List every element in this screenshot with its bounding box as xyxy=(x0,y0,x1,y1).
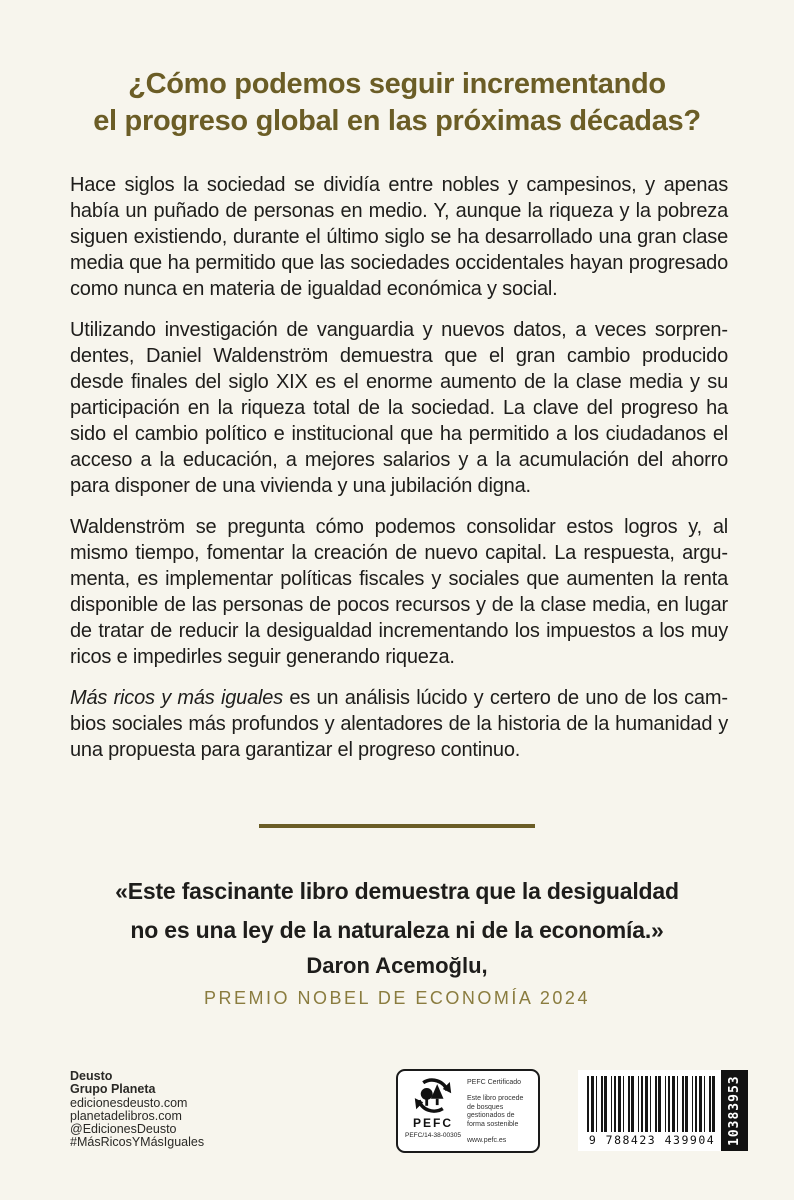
quote-author-award: PREMIO NOBEL DE ECONOMÍA 2024 xyxy=(204,988,590,1008)
publisher-imprint: Deusto xyxy=(70,1069,113,1083)
synopsis-paragraph-4-rest: es un análisis lúcido y certero de uno de los cambios sociales más profundos y alentadores de la historia de la humanidad y una propuesta para garantizar el progreso continuo. xyxy=(70,687,728,761)
headline-line-2: el progreso global en las próximas décadas? xyxy=(93,105,701,137)
pefc-logo-column xyxy=(403,1076,463,1147)
review-quote-line-1: «Este fascinante libro demuestra que la desigualdad xyxy=(115,878,679,904)
publisher-website-1: edicionesdeusto.com xyxy=(70,1095,188,1110)
barcode-ean-number: 9 788423 439904 xyxy=(588,1133,716,1147)
barcode-sku-number: 10383953 xyxy=(721,1070,748,1151)
synopsis xyxy=(70,172,728,763)
headline xyxy=(0,66,794,140)
publisher-social-handle: @EdicionesDeusto xyxy=(70,1122,177,1137)
publisher-block xyxy=(70,1070,204,1150)
publisher-group: Grupo Planeta xyxy=(70,1082,156,1097)
publisher-website-2: planetadelibros.com xyxy=(70,1108,182,1123)
quote-author: Daron Acemoğlu, xyxy=(306,953,488,978)
pefc-description: Este libro procede de bosques gestionados de forma sostenible xyxy=(467,1095,524,1128)
pefc-wordmark: PEFC xyxy=(412,1116,453,1130)
pefc-title: PEFC Certificado xyxy=(467,1079,522,1086)
headline-line-1: ¿Cómo podemos seguir incrementando xyxy=(128,68,666,100)
pefc-certification-box xyxy=(396,1069,540,1153)
pefc-text-column xyxy=(467,1076,533,1147)
barcode-bars xyxy=(587,1076,717,1132)
synopsis-paragraph-2: Utilizando investigación de vanguardia y nuevos datos, a veces sorprendentes, Daniel Waldenström demuestra que el gran cambio producido desde finales del siglo XIX es el enorme aumento de la clase media y su participación en la riqueza total de la sociedad. La clave del progreso ha sido el cambio político e institucional que ha permitido a los ciudadanos el acceso a la educación, a mejores salarios y a la acumulación del ahorro para disponer de una vivienda y una jubilación digna. xyxy=(70,319,728,497)
isbn-barcode xyxy=(578,1070,748,1151)
review-quote-line-2: no es una ley de la naturaleza ni de la economía.» xyxy=(130,917,664,943)
book-title-italic: Más ricos y más iguales xyxy=(70,687,283,709)
pefc-cert-number: PEFC/14-38-00305 xyxy=(404,1132,461,1139)
synopsis-paragraph-1: Hace siglos la sociedad se dividía entre nobles y campesinos, y apenas había un puñado de personas en medio. Y, aunque la riqueza y la pobreza siguen existiendo, durante el último siglo se ha desarrollado una gran clase media que ha permitido que las sociedades occidentales hayan progresado como nunca en materia de igualdad económica y social. xyxy=(70,174,728,300)
publisher-hashtag: #MásRicosYMásIguales xyxy=(70,1135,205,1150)
pefc-trees-icon xyxy=(412,1076,454,1116)
pefc-url: www.pefc.es xyxy=(467,1136,507,1144)
synopsis-paragraph-4 xyxy=(70,685,728,763)
review-quote xyxy=(0,872,794,950)
barcode-main xyxy=(578,1070,721,1151)
synopsis-paragraph-3: Waldenström se pregunta cómo podemos consolidar estos logros y, al mismo tiempo, fomentar la creación de nuevo capital. La respuesta, argumenta, es implementar políticas fiscales y sociales que aumenten la renta disponible de las personas de pocos recursos y de la clase media, en lugar de tratar de reducir la desigualdad incrementando los impuestos a los muy ricos e impedirles seguir generando riqueza. xyxy=(70,516,728,668)
divider-rule xyxy=(259,824,535,828)
